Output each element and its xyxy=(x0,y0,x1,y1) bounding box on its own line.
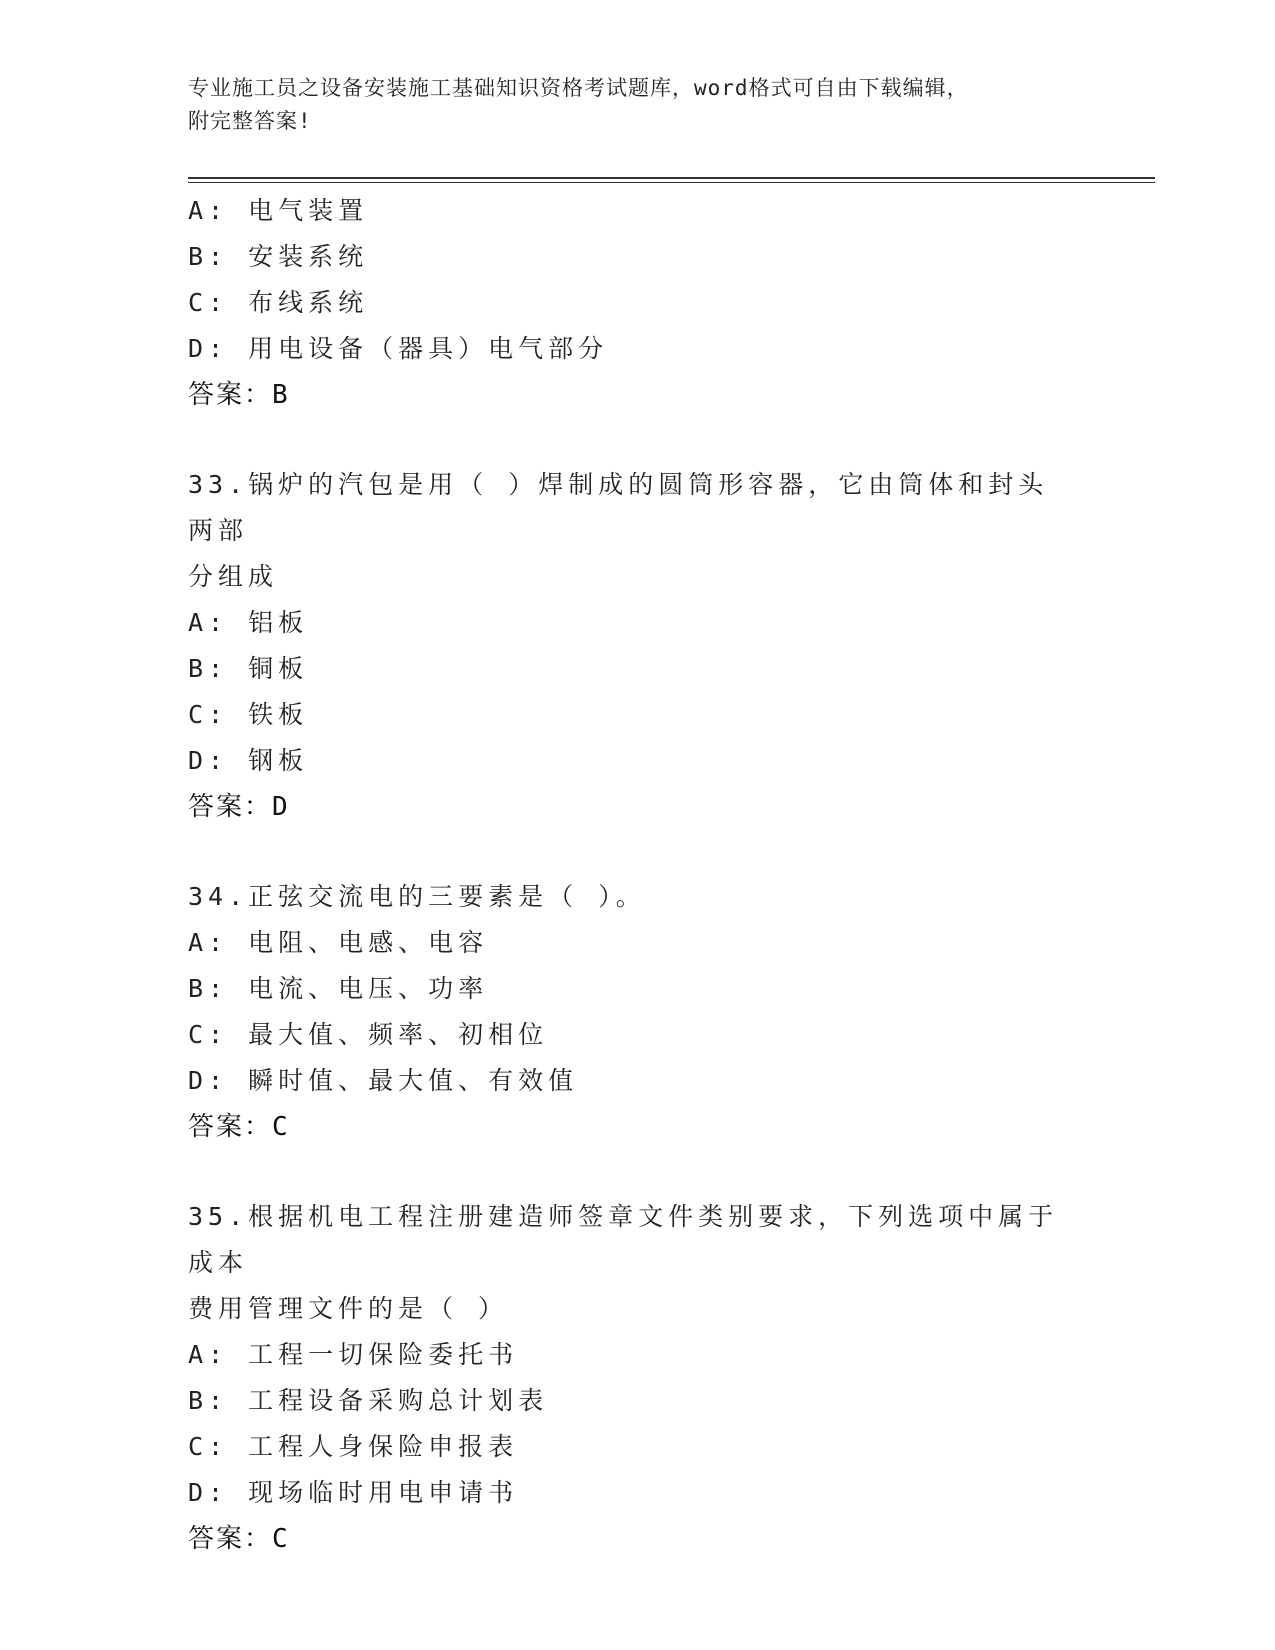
question-text-line-1: 35.根据机电工程注册建造师签章文件类别要求，下列选项中属于成本 xyxy=(188,1202,1059,1277)
question-text-line-1: 34.正弦交流电的三要素是（ ）。 xyxy=(188,882,646,911)
answer-label: 答案： xyxy=(188,380,273,410)
answer-value: C xyxy=(272,1524,288,1554)
question-block-34 xyxy=(188,874,1088,1150)
header-divider-thin xyxy=(188,182,1155,183)
option-a: A: 工程一切保险委托书 xyxy=(188,1340,519,1369)
answer-value: C xyxy=(272,1112,288,1142)
answer-line xyxy=(188,784,1088,830)
question-text-line-2: 费用管理文件的是（ ） xyxy=(188,1294,509,1323)
answer-value: D xyxy=(272,792,288,822)
question-text-line-1: 33.锅炉的汽包是用（ ）焊制成的圆筒形容器，它由筒体和封头两部 xyxy=(188,470,1049,545)
question-block-continued xyxy=(188,188,1088,418)
answer-label: 答案： xyxy=(188,1524,273,1554)
option-a: A: 电气装置 xyxy=(188,196,369,225)
answer-label: 答案： xyxy=(188,1112,273,1142)
document-header xyxy=(188,72,1088,138)
option-d: D: 现场临时用电申请书 xyxy=(188,1478,519,1507)
option-b: B: 工程设备采购总计划表 xyxy=(188,1386,549,1415)
option-b: B: 铜板 xyxy=(188,654,309,683)
option-d: D: 钢板 xyxy=(188,746,309,775)
answer-value: B xyxy=(272,380,288,410)
option-b: B: 电流、电压、功率 xyxy=(188,974,489,1003)
question-text-line-2: 分组成 xyxy=(188,562,279,591)
option-c: C: 铁板 xyxy=(188,700,309,729)
header-line-2: 附完整答案! xyxy=(188,109,312,133)
question-list xyxy=(188,188,1088,1562)
question-block-33 xyxy=(188,462,1088,830)
option-c: C: 布线系统 xyxy=(188,288,369,317)
option-a: A: 铝板 xyxy=(188,608,309,637)
header-divider-thick xyxy=(188,177,1155,179)
option-b: B: 安装系统 xyxy=(188,242,369,271)
header-line-1: 专业施工员之设备安装施工基础知识资格考试题库，word格式可自由下载编辑， xyxy=(188,76,969,100)
option-d: D: 瞬时值、最大值、有效值 xyxy=(188,1066,579,1095)
option-d: D: 用电设备（器具）电气部分 xyxy=(188,334,609,363)
option-c: C: 最大值、频率、初相位 xyxy=(188,1020,549,1049)
answer-line xyxy=(188,1516,1088,1562)
option-a: A: 电阻、电感、电容 xyxy=(188,928,489,957)
question-block-35 xyxy=(188,1194,1088,1562)
answer-line xyxy=(188,1104,1088,1150)
answer-line xyxy=(188,372,1088,418)
answer-label: 答案： xyxy=(188,792,273,822)
option-c: C: 工程人身保险申报表 xyxy=(188,1432,519,1461)
